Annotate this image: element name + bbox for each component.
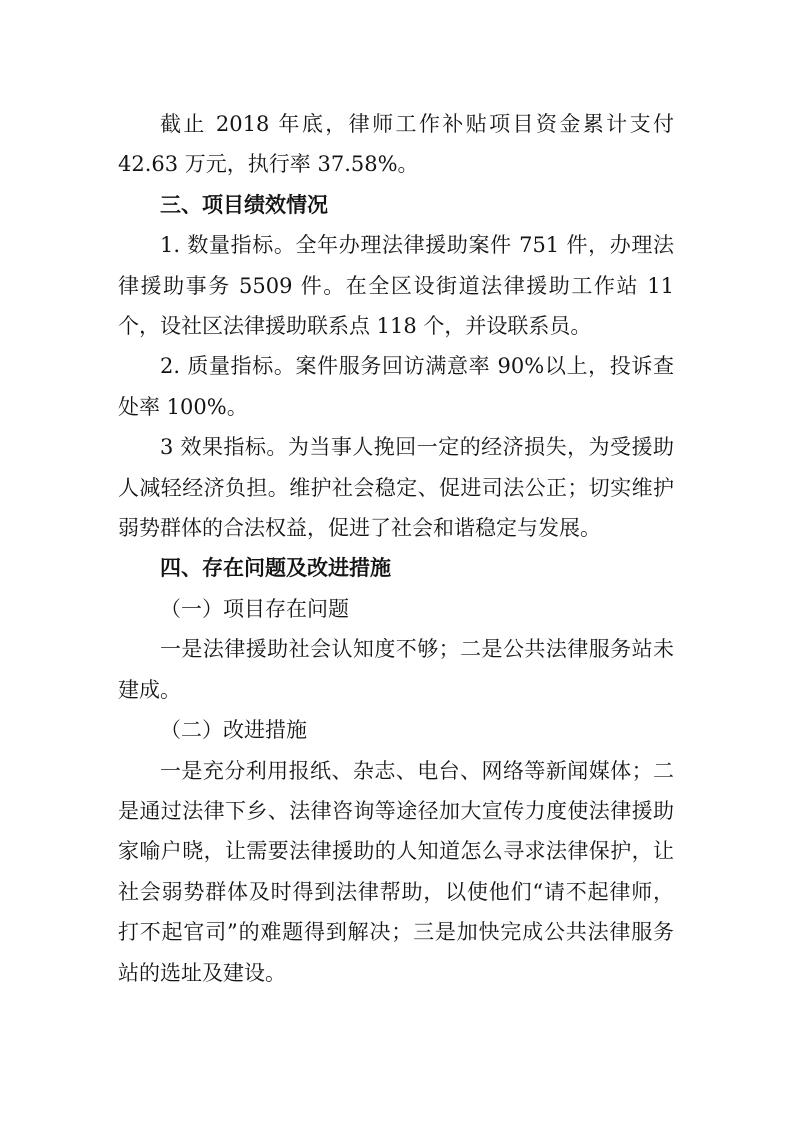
paragraph-quality-indicator: 2. 质量指标。案件服务回访满意率 90%以上，投诉查处率 100%。 bbox=[118, 354, 674, 419]
paragraph-measures: 一是充分利用报纸、杂志、电台、网络等新闻媒体；二是通过法律下乡、法律咨询等途径加大宣传力度使法律援助家喻户晓，让需要法律援助的人知道怎么寻求法律保护，让社会弱势群体及时得到法律帮助，以使他们“请不起律师，打不起官司”的难题得到解决；三是加快完成公共法律服务站的选址及建设。 bbox=[118, 758, 674, 985]
section-heading-problems-measures: 四、存在问题及改进措施 bbox=[160, 556, 391, 581]
paragraph-problems: 一是法律援助社会认知度不够；二是公共法律服务站未建成。 bbox=[118, 637, 674, 702]
section-heading-performance: 三、项目绩效情况 bbox=[160, 192, 328, 217]
paragraph-effect-indicator: 3 效果指标。为当事人挽回一定的经济损失，为受援助人减轻经济负担。维护社会稳定、促进司法公正；切实维护弱势群体的合法权益，促进了社会和谐稳定与发展。 bbox=[118, 435, 674, 541]
document-body bbox=[118, 104, 674, 993]
paragraph-quantity-indicator: 1. 数量指标。全年办理法律援助案件 751 件，办理法律援助事务 5509 件。在全区设街道法律援助工作站 11 个，设社区法律援助联系点 118 个，并设联系员。 bbox=[118, 233, 674, 339]
paragraph-fund-expenditure: 截止 2018 年底，律师工作补贴项目资金累计支付 42.63 万元，执行率 37.58%。 bbox=[118, 112, 674, 177]
subheading-existing-problems: （一）项目存在问题 bbox=[160, 596, 349, 621]
subheading-improvement-measures: （二）改进措施 bbox=[160, 718, 307, 743]
